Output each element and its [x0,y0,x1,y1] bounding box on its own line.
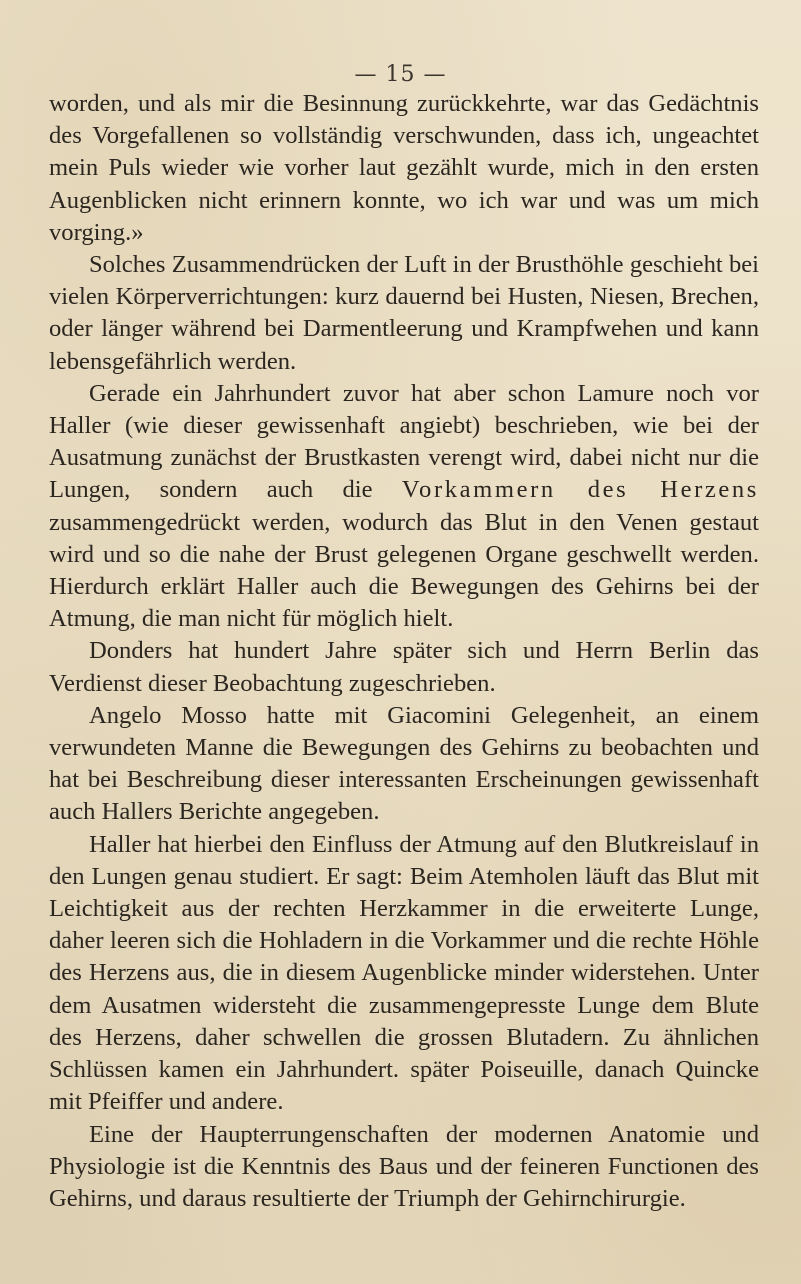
body-text [49,88,759,1215]
paragraph-p3 [49,378,759,636]
text-run: worden, und als mir die Besinnung zurückkehrte, war das Gedächtnis des Vorgefallenen so vollständig verschwunden, dass ich, ungeachtet mein Puls wieder wie vorher laut gezählt wurde, mich in den ersten Augenblicken nicht erinnern konnte, wo ich war und was um mich vorging.» [49,90,759,246]
text-run: Eine der Haupterrungenschaften der modernen Anatomie und Physiologie ist die Kenntnis des Baus und der feineren Functionen des Gehirns, und daraus resultierte der Triumph der Gehirnchirurgie. [49,1120,759,1212]
text-run: Gerade ein Jahrhundert zuvor hat aber schon Lamure noch vor Haller (wie dieser gewissenhaft angiebt) beschrieben, wie bei der Ausatmung zunächst der Brustkasten verengt wird, dabei nicht nur die Lungen, sondern auch die [49,379,759,504]
text-run: Haller hat hierbei den Einfluss der Atmung auf den Blutkreislauf in den Lungen genau studiert. Er sagt: Beim Atemholen läuft das Blut mit Leichtigkeit aus der rechten Herzkammer in die erweiterte Lunge, daher leeren sich die Hohladern in die Vorkammer und die rechte Höhle des Herzens aus, die in diesem Augenblicke minder widerstehen. Unter dem Ausatmen widersteht die zusammengepresste Lunge dem Blute des Herzens, daher schwellen die grossen Blutadern. Zu ähnlichen Schlüssen kamen ein Jahrhundert. später Poiseuille, danach Quincke mit Pfeiffer und andere. [49,830,759,1116]
paragraph-p6 [49,829,759,1119]
paragraph-p2 [49,249,759,378]
text-run: Angelo Mosso hatte mit Giacomini Gelegenheit, an einem verwundeten Manne die Bewegungen des Gehirns zu beobachten und hat bei Beschreibung dieser interessanten Erscheinungen gewissenhaft auch Hallers Berichte angegeben. [49,701,759,826]
text-run: Donders hat hundert Jahre später sich und Herrn Berlin das Verdienst dieser Beobachtung zugeschrieben. [49,637,759,697]
text-run: Solches Zusammendrücken der Luft in der Brusthöhle geschieht bei vielen Körperverrichtungen: kurz dauernd bei Husten, Niesen, Brechen, oder länger während bei Darmentleerung und Krampfwehen und kann lebensgefährlich werden. [49,251,759,375]
paragraph-p1 [49,88,759,249]
emphasized-text: Vorkammern des Herzens [401,476,759,504]
paragraph-p7 [49,1119,759,1216]
paragraph-p5 [49,700,759,829]
page-number: — 15 — [354,62,447,87]
paragraph-p4 [49,635,759,699]
text-run: zusammengedrückt werden, wodurch das Blut in den Venen gestaut wird und so die nahe der Brust gelegenen Organe geschwellt werden. Hierdurch erklärt Haller auch die Bewegungen des Gehirns bei der Atmung, die man nicht für möglich hielt. [49,508,759,633]
